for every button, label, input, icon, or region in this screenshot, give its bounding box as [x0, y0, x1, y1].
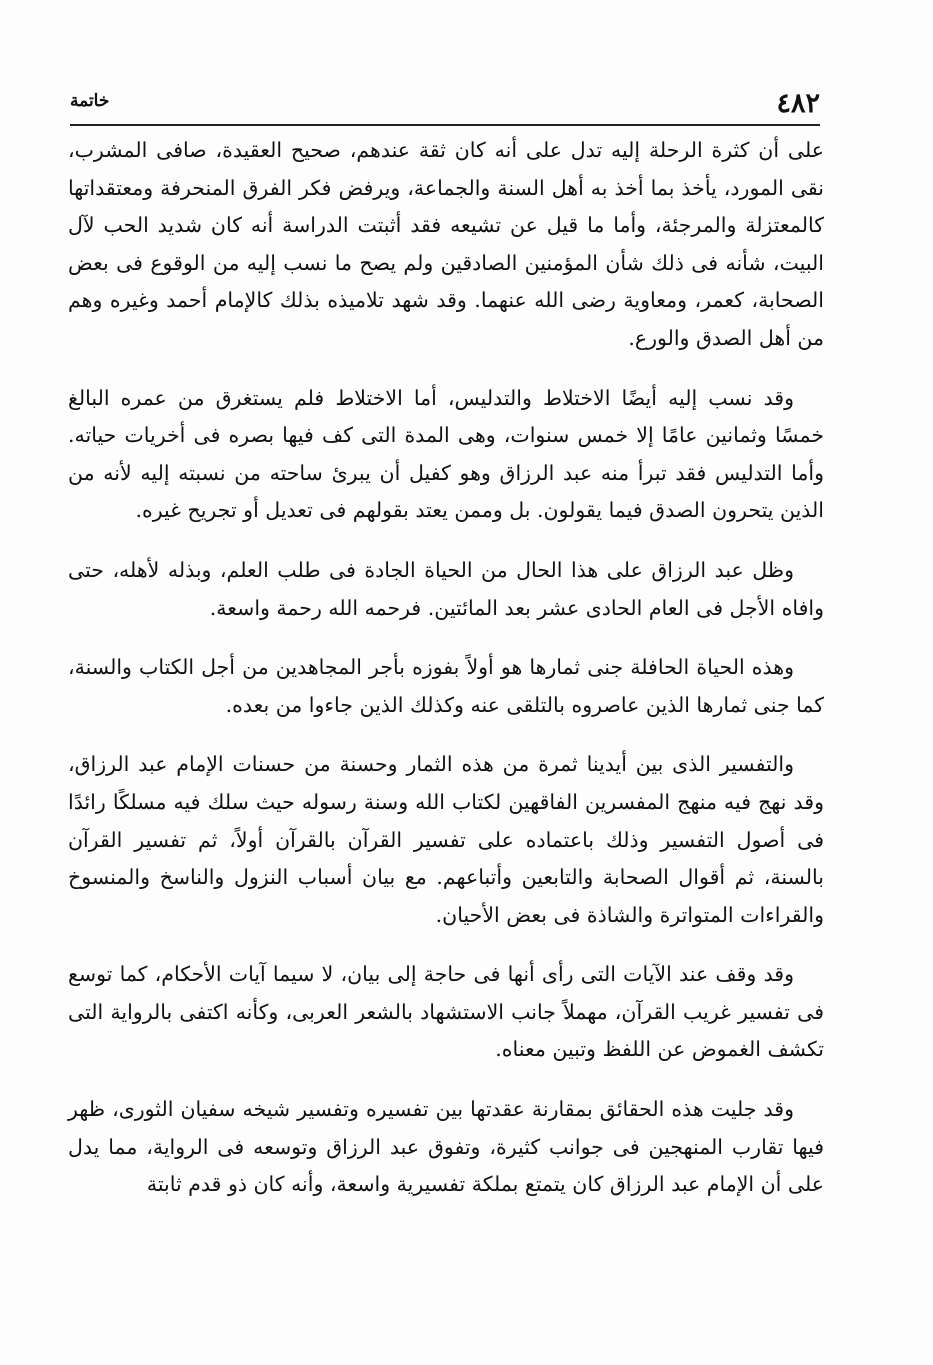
page-header: [70, 86, 820, 122]
running-title: خاتمة: [70, 91, 110, 111]
paragraph: وهذه الحياة الحافلة جنى ثمارها هو أولاً بفوزه بأجر المجاهدين من أجل الكتاب والسنة، كما جنى ثمارها الذين عاصروه بالتلقى عنه وكذلك الذين جاءوا من بعده.: [68, 655, 824, 717]
paragraph: على أن كثرة الرحلة إليه تدل على أنه كان ثقة عندهم، صحيح العقيدة، صافى المشرب، نقى المورد، يأخذ بما أخذ به أهل السنة والجماعة، ويرفض فكر الفرق المنحرفة ومعتقداتها كالمعتزلة والمرجئة، وأما ما قيل عن تشيعه فقد أثبتت الدراسة أنه كان شديد الحب لآل البيت، شأنه فى ذلك شأن المؤمنين الصادقين ولم يصح ما نسب إليه من الوقوع فى بعض الصحابة، كعمر، ومعاوية رضى الله عنهما. وقد شهد تلاميذه بذلك كالإمام أحمد وغيره وهم من أهل الصدق والورع.: [68, 138, 824, 350]
body-text: [68, 132, 824, 1226]
paragraph: والتفسير الذى بين أيدينا ثمرة من هذه الثمار وحسنة من حسنات الإمام عبد الرزاق، وقد نهج فيه منهج المفسرين الفاقهين لكتاب الله وسنة رسوله حيث سلك فيه مسلكًا رائدًا فى أصول التفسير وذلك باعتماده على تفسير القرآن بالقرآن أولاً، ثم تفسير القرآن بالسنة، ثم أقوال الصحابة والتابعين وأتباعهم. مع بيان أسباب النزول والناسخ والمنسوخ والقراءات المتواترة والشاذة فى بعض الأحيان.: [68, 752, 824, 927]
paragraph: وظل عبد الرزاق على هذا الحال من الحياة الجادة فى طلب العلم، وبذله لأهله، حتى وافاه الأجل فى العام الحادى عشر بعد المائتين. فرحمه الله رحمة واسعة.: [68, 557, 824, 620]
paragraph: وقد نسب إليه أيضًا الاختلاط والتدليس، أما الاختلاط فلم يستغرق من عمره البالغ خمسًا وثمانين عامًا إلا خمس سنوات، وهى المدة التى كف فيها بصره فى أخريات حياته. وأما التدليس فقد تبرأ منه عبد الرزاق وهو كفيل أن يبرئ ساحته من نسبته إليه لأنه من الذين يتحرون الصدق فيما يقولون. بل وممن يعتد بقولهم فى تعديل أو تجريح غيره.: [68, 385, 824, 523]
page-number: ٤٨٢: [776, 88, 820, 119]
paragraph: وقد وقف عند الآيات التى رأى أنها فى حاجة إلى بيان، لا سيما آيات الأحكام، كما توسع فى تفسير غريب القرآن، مهملاً جانب الاستشهاد بالشعر العربى، وكأنه اكتفى بالرواية التى تكشف الغموض عن اللفظ وتبين معناه.: [68, 962, 824, 1062]
paragraph: وقد جليت هذه الحقائق بمقارنة عقدتها بين تفسيره وتفسير شيخه سفيان الثورى، ظهر فيها تقارب المنهجين فى جوانب كثيرة، وتفوق عبد الرزاق وتوسعه فى الرواية، مما يدل على أن الإمام عبد الرزاق كان يتمتع بملكة تفسيرية واسعة، وأنه كان ذو قدم ثابتة: [68, 1097, 824, 1197]
header-rule: [70, 124, 820, 126]
